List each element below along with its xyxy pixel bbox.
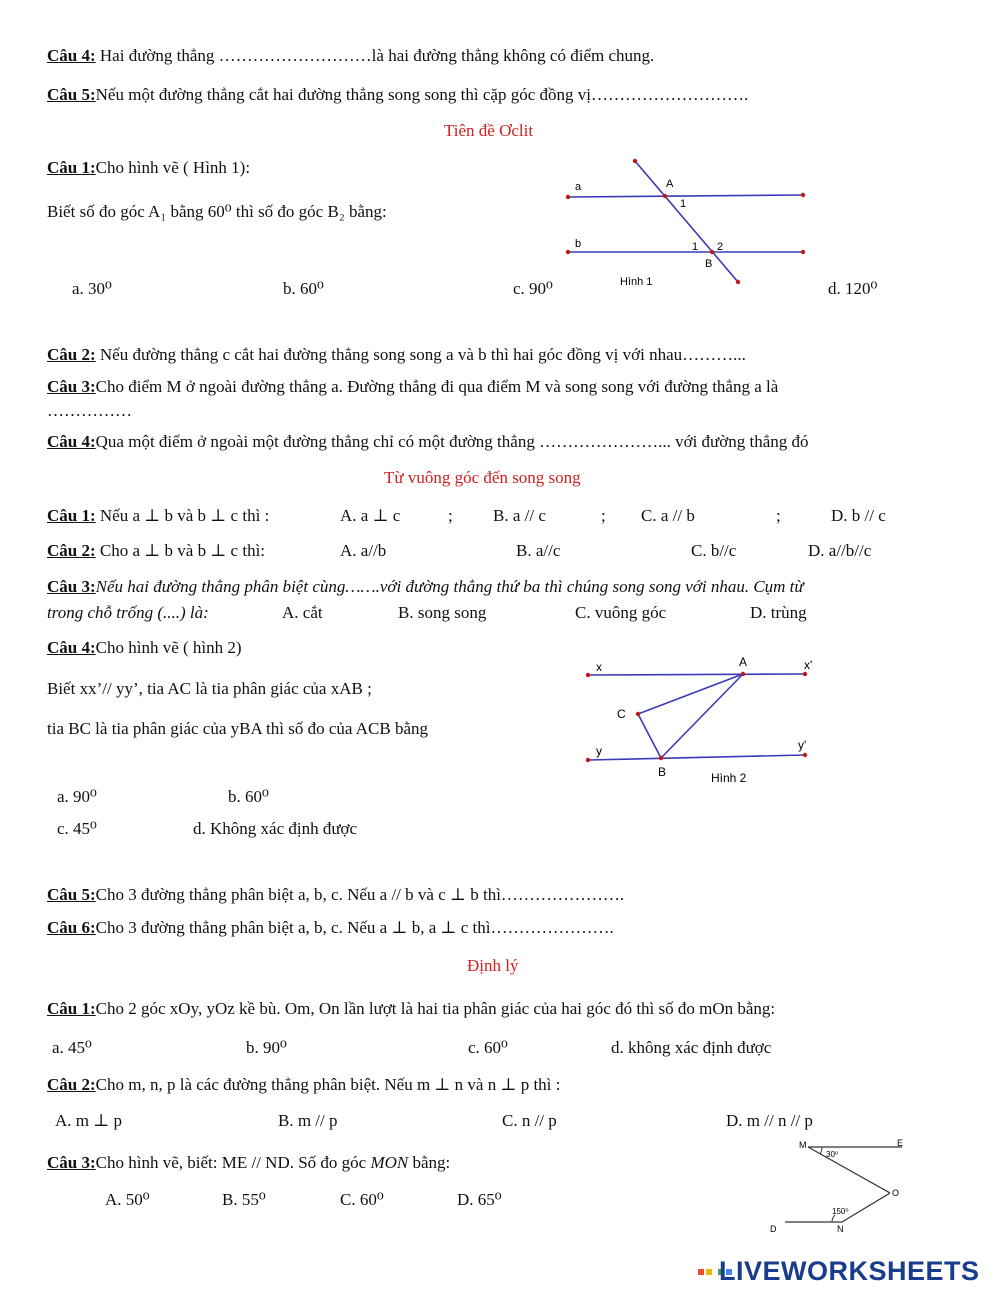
s3-q1-opt-a: A. a ⊥ c bbox=[340, 506, 401, 525]
s3-q4-opt-c: c. 45⁰ bbox=[57, 819, 97, 838]
s3-q2-opt-b: B. a//c bbox=[516, 541, 561, 560]
s3-q2-opt-d: D. a//b//c bbox=[808, 541, 872, 560]
s4-q3-opt-b: B. 55⁰ bbox=[222, 1190, 266, 1209]
s4-q1-opt-c: c. 60⁰ bbox=[468, 1038, 508, 1057]
figure-2 bbox=[580, 655, 820, 790]
s4-q2-opt-c: C. n // p bbox=[502, 1111, 557, 1130]
logo-text: LIVEWORKSHEETS bbox=[719, 1256, 980, 1286]
s2-q2: Câu 2: Nếu đường thẳng c cắt hai đường thẳng song song a và b thì hai góc đồng vị với nhau………... bbox=[47, 345, 746, 364]
s4-q3: Câu 3:Cho hình vẽ, biết: ME // ND. Số đo góc MON bằng: bbox=[47, 1153, 451, 1172]
s3-q1-sep2: ; bbox=[601, 506, 606, 525]
label-E: E bbox=[897, 1138, 904, 1148]
liveworksheets-logo bbox=[697, 1256, 980, 1287]
s4-q2: Câu 2:Cho m, n, p là các đường thẳng phân biệt. Nếu m ⊥ n và n ⊥ p thì : bbox=[47, 1075, 561, 1094]
s2-q1-opt-b: b. 60⁰ bbox=[283, 279, 324, 298]
s3-q4-opt-a: a. 90⁰ bbox=[57, 787, 97, 806]
figure-3 bbox=[770, 1136, 920, 1236]
s3-q1: Câu 1: Nếu a ⊥ b và b ⊥ c thì : bbox=[47, 506, 270, 525]
s3-q3-line2: trong chỗ trống (....) là: bbox=[47, 603, 209, 622]
s3-q4-opt-d: d. Không xác định được bbox=[193, 819, 358, 838]
s2-q3: Câu 3:Cho điểm M ở ngoài đường thẳng a. Đường thẳng đi qua điểm M và song song với đường thẳng a là bbox=[47, 377, 779, 396]
s2-q4: Câu 4:Qua một điểm ở ngoài một đường thẳng chỉ có một đường thẳng …………………... với đường thẳng đó bbox=[47, 432, 809, 451]
caption-1: Hình 1 bbox=[620, 276, 653, 288]
s4-q1: Câu 1:Cho 2 góc xOy, yOz kề bù. Om, On lần lượt là hai tia phân giác của hai góc đó thì số đo mOn bằng: bbox=[47, 999, 776, 1018]
s2-q1-opt-a: a. 30⁰ bbox=[72, 279, 112, 298]
line-xx bbox=[588, 674, 805, 675]
s3-q4-opt-b: b. 60⁰ bbox=[228, 787, 269, 806]
s3-q4-line3: tia BC là tia phân giác của yBA thì số đo của ACB bằng bbox=[47, 719, 429, 738]
s4-q1-opt-b: b. 90⁰ bbox=[246, 1038, 287, 1057]
label-y: y bbox=[596, 744, 602, 758]
logo-mark-icon bbox=[697, 1268, 715, 1276]
label-y2: y' bbox=[798, 738, 807, 752]
s3-q3-opt-c: C. vuông góc bbox=[575, 603, 667, 622]
section-title-dinh-ly: Định lý bbox=[467, 956, 519, 975]
s4-q3-opt-a: A. 50⁰ bbox=[105, 1190, 150, 1209]
s3-q4: Câu 4:Cho hình vẽ ( hình 2) bbox=[47, 638, 242, 657]
label-2: 2 bbox=[717, 241, 724, 253]
label-N: N bbox=[837, 1224, 844, 1234]
label-O: O bbox=[892, 1188, 900, 1198]
s3-q1-opt-d: D. b // c bbox=[831, 506, 886, 525]
figure-1 bbox=[560, 155, 830, 295]
label-A2: A bbox=[739, 655, 748, 669]
label-x2: x' bbox=[804, 658, 813, 672]
s4-q3-opt-c: C. 60⁰ bbox=[340, 1190, 384, 1209]
label-D: D bbox=[770, 1224, 777, 1234]
label-1a: 1 bbox=[680, 198, 687, 210]
s3-q3-opt-d: D. trùng bbox=[750, 603, 807, 622]
s3-q6: Câu 6:Cho 3 đường thẳng phân biệt a, b, c. Nếu a ⊥ b, a ⊥ c thì…………………. bbox=[47, 918, 614, 937]
s4-q1-opt-a: a. 45⁰ bbox=[52, 1038, 92, 1057]
s3-q4-line2: Biết xx’// yy’, tia AC là tia phân giác của xAB ; bbox=[47, 679, 372, 698]
s4-q2-opt-d: D. m // n // p bbox=[726, 1111, 813, 1130]
label-C: C bbox=[617, 707, 626, 721]
s3-q1-sep1: ; bbox=[448, 506, 453, 525]
s4-q2-opt-b: B. m // p bbox=[278, 1111, 338, 1130]
label-B: B bbox=[705, 258, 713, 270]
s3-q3: Câu 3:Nếu hai đường thẳng phân biệt cùng…….với đường thẳng thứ ba thì chúng song song với nhau. Cụm từ bbox=[47, 577, 804, 596]
s3-q3-opt-a: A. cắt bbox=[282, 603, 323, 622]
s2-q1-opt-d: d. 120⁰ bbox=[828, 279, 878, 298]
s3-q2: Câu 2: Cho a ⊥ b và b ⊥ c thì: bbox=[47, 541, 266, 560]
section-title-oclit: Tiên đề Ơclit bbox=[444, 121, 534, 140]
label-a: a bbox=[575, 181, 582, 193]
s2-q1: Câu 1:Cho hình vẽ ( Hình 1): bbox=[47, 158, 251, 177]
s1-q4: Câu 4: Hai đường thẳng ………………………là hai đường thẳng không có điểm chung. bbox=[47, 46, 655, 65]
s4-q3-opt-d: D. 65⁰ bbox=[457, 1190, 502, 1209]
label-150: 150⁰ bbox=[832, 1207, 849, 1216]
line-c bbox=[635, 161, 738, 282]
label-b: b bbox=[575, 238, 582, 250]
s2-q3-cont: …………… bbox=[47, 401, 132, 420]
s3-q1-opt-c: C. a // b bbox=[641, 506, 695, 525]
label-x: x bbox=[596, 660, 602, 674]
line-a bbox=[568, 195, 803, 197]
s3-q2-opt-c: C. b//c bbox=[691, 541, 737, 560]
s3-q3-opt-b: B. song song bbox=[398, 603, 487, 622]
label-30: 30⁰ bbox=[826, 1150, 839, 1159]
section-title-vuong-goc: Từ vuông góc đến song song bbox=[384, 468, 581, 487]
s3-q5: Câu 5:Cho 3 đường thẳng phân biệt a, b, c. Nếu a // b và c ⊥ b thì…………………. bbox=[47, 885, 625, 904]
label-B2: B bbox=[658, 765, 667, 779]
s3-q1-sep3: ; bbox=[776, 506, 781, 525]
line-yy bbox=[588, 755, 805, 760]
label-M: M bbox=[799, 1140, 807, 1150]
caption-2: Hình 2 bbox=[711, 771, 747, 785]
label-A: A bbox=[666, 178, 674, 190]
s3-q1-opt-b: B. a // c bbox=[493, 506, 546, 525]
s3-q2-opt-a: A. a//b bbox=[340, 541, 387, 560]
s2-q1-line2: Biết số đo góc A₁ bằng 60⁰ thì số đo góc B₂ bằng: bbox=[47, 202, 387, 221]
s2-q1-opt-c: c. 90⁰ bbox=[513, 279, 553, 298]
s1-q5: Câu 5:Nếu một đường thẳng cắt hai đường thẳng song song thì cặp góc đồng vị………………………. bbox=[47, 85, 749, 104]
s4-q1-opt-d: d. không xác định được bbox=[611, 1038, 772, 1057]
s4-q2-opt-a: A. m ⊥ p bbox=[55, 1111, 122, 1130]
label-1b: 1 bbox=[692, 241, 699, 253]
